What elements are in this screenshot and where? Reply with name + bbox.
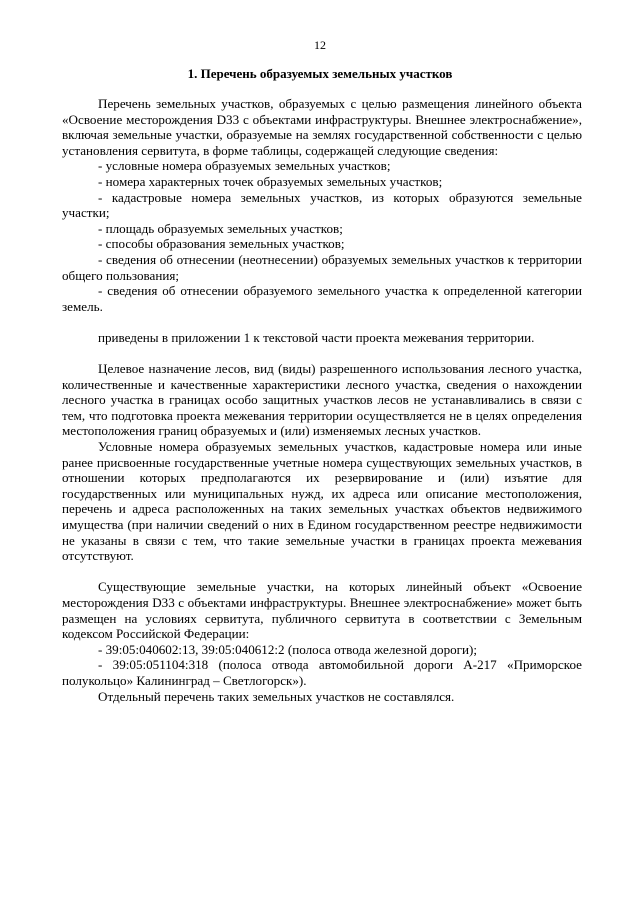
reservation-paragraph: Условные номера образуемых земельных участков, кадастровые номера или иные ранее присвоенные государственные учетные номера существующих земельных участков, в отношении которых предполагаются их резервирование и (или) изъятие для государственных или муниципальных нужд, их адреса или описание местоположения, перечень и адреса расположенных на таких земельных участках объектов недвижимого имущества (при наличии сведений о них в Едином государственном реестре недвижимости не указаны в связи с тем, что такие земельные участки в границах проекта межевания отсутствуют.	[62, 439, 582, 564]
list-item: - кадастровые номера земельных участков, из которых образуются земельные участки;	[62, 189, 582, 221]
list-item: - способы образования земельных участков;	[98, 236, 345, 252]
existing-parcel-item: - 39:05:040602:13, 39:05:040612:2 (полоса отвода железной дороги);	[98, 641, 478, 657]
list-item: - площадь образуемых земельных участков;	[98, 220, 343, 236]
list-item: - номера характерных точек образуемых земельных участков;	[98, 173, 443, 189]
paragraph-gap	[62, 346, 582, 362]
section-heading: 1. Перечень образуемых земельных участков	[187, 66, 453, 81]
forest-paragraph: Целевое назначение лесов, вид (виды) разрешенного использования лесного участка, количественные и качественные характеристики лесного участка, сведения о нахождении лесного участка в границах особо защитных участков лесов не устанавливались в связи с тем, что подготовка проекта межевания территории осуществляется не в целях определения местоположения границ образуемых и (или) изменяемых лесных участков.	[62, 361, 582, 439]
list-item: - сведения об отнесении (неотнесении) образуемых земельных участков к территории общего пользования;	[62, 251, 582, 283]
document-body	[62, 96, 582, 704]
list-item: - сведения об отнесении образуемого земельного участка к определенной категории земель.	[62, 283, 582, 314]
paragraph-gap	[62, 314, 582, 330]
closing-paragraph: Отдельный перечень таких земельных участков не составлялся.	[98, 688, 455, 704]
list-item: - условные номера образуемых земельных участков;	[98, 158, 391, 174]
intro-paragraph: Перечень земельных участков, образуемых с целью размещения линейного объекта «Освоение месторождения D33 с объектами инфраструктуры. Внешнее электроснабжение», включая земельные участки, образуемые на землях государственной собственности с целью установления сервитута, в форме таблицы, содержащей следующие сведения:	[62, 96, 582, 158]
existing-parcels-paragraph: Существующие земельные участки, на которых линейный объект «Освоение месторождения D33 с объектами инфраструктуры. Внешнее электроснабжение» может быть размещен на условиях сервитута, публичного сервитута в соответствии с Земельным кодексом Российской Федерации:	[62, 579, 582, 642]
existing-parcel-item: - 39:05:051104:318 (полоса отвода автомобильной дороги А-217 «Приморское полукольцо» Калининград – Светлогорск»).	[62, 657, 582, 688]
paragraph-gap	[62, 564, 582, 580]
annex-reference: приведены в приложении 1 к текстовой части проекта межевания территории.	[98, 329, 535, 345]
page-number: 12	[314, 38, 326, 52]
